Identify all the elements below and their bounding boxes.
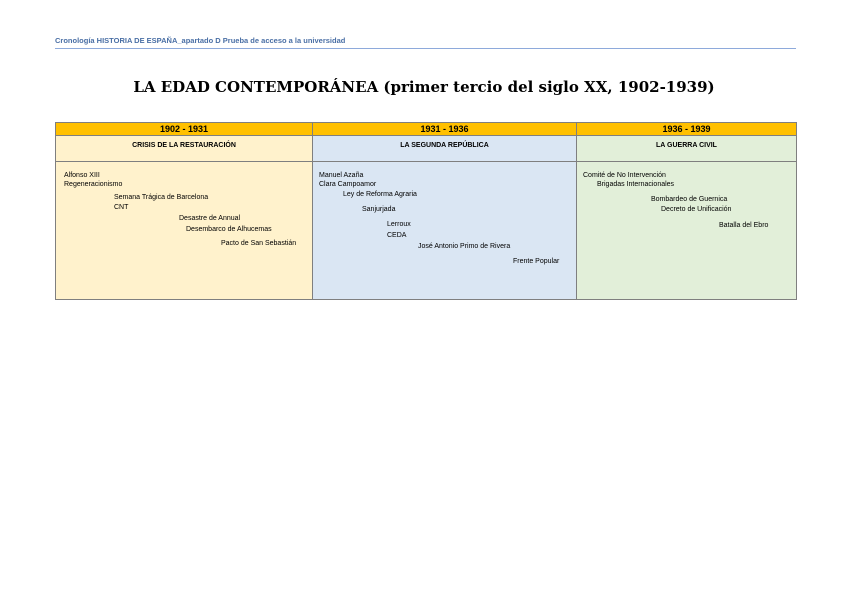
header-text: Cronología HISTORIA DE ESPAÑA_apartado D Prueba de acceso a la universidad: [55, 36, 346, 45]
column-guerra-civil: [577, 123, 796, 299]
event-item: Sanjurjada: [362, 206, 396, 213]
column-crisis-restauracion: [56, 123, 313, 299]
event-item: Frente Popular: [513, 258, 560, 265]
period-header: 1931 - 1936: [313, 123, 576, 136]
event-item: Pacto de San Sebastián: [221, 240, 297, 247]
event-item: Regeneracionismo: [64, 181, 123, 188]
event-item: José Antonio Primo de Rivera: [418, 243, 511, 250]
event-item: Decreto de Unificación: [661, 206, 732, 213]
event-item: Clara Campoamor: [319, 181, 377, 188]
period-header: 1936 - 1939: [577, 123, 796, 136]
period-header: 1902 - 1931: [56, 123, 312, 136]
event-item: CNT: [114, 204, 129, 211]
event-item: Desembarco de Alhucemas: [186, 226, 272, 233]
event-item: Alfonso XIII: [64, 172, 100, 179]
event-item: Semana Trágica de Barcelona: [114, 194, 209, 201]
event-item: Comité de No Intervención: [583, 172, 666, 179]
column-segunda-republica: [313, 123, 577, 299]
event-item: Ley de Reforma Agraria: [343, 191, 417, 198]
event-item: Batalla del Ebro: [719, 222, 769, 229]
timeline-table: [55, 122, 797, 300]
event-item: Lerroux: [387, 221, 411, 228]
period-name: CRISIS DE LA RESTAURACIÓN: [56, 136, 312, 162]
event-item: Desastre de Annual: [179, 215, 241, 222]
event-item: Bombardeo de Guernica: [651, 196, 728, 203]
event-item: Brigadas Internacionales: [597, 181, 675, 188]
period-name: LA GUERRA CIVIL: [577, 136, 796, 162]
running-header: [55, 36, 796, 49]
event-item: Manuel Azaña: [319, 172, 364, 179]
period-name: LA SEGUNDA REPÚBLICA: [313, 136, 576, 162]
page-title: LA EDAD CONTEMPORÁNEA (primer tercio del siglo XX, 1902-1939): [133, 78, 715, 96]
event-item: CEDA: [387, 232, 407, 239]
